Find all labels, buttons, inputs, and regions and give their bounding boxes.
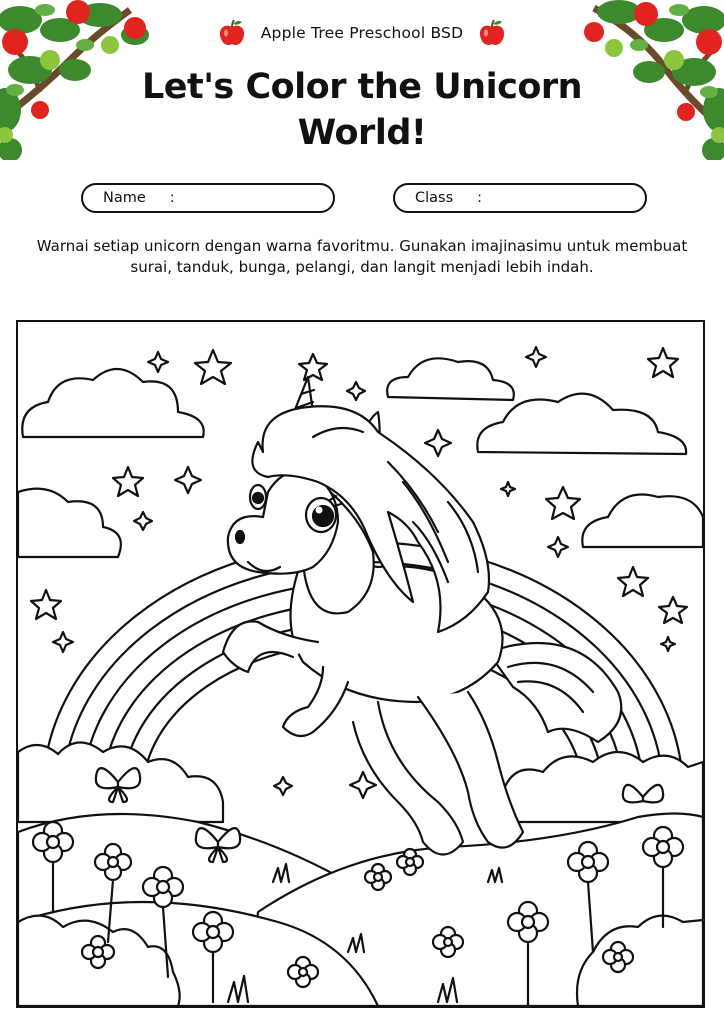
name-colon: : xyxy=(169,190,175,206)
coloring-illustration xyxy=(16,320,705,1008)
class-label: Class xyxy=(415,190,454,206)
class-colon: : xyxy=(477,190,483,206)
apple-icon xyxy=(477,18,507,48)
name-label: Name xyxy=(103,190,146,206)
instructions-text: Warnai setiap unicorn dengan warna favoritmu. Gunakan imajinasimu untuk membuat surai, tanduk, bunga, pelangi, dan langit menjadi lebih indah. xyxy=(36,237,688,276)
title-line-1: Let's Color the Unicorn xyxy=(141,67,583,107)
class-field[interactable] xyxy=(393,183,647,213)
title-line-2: World! xyxy=(297,113,427,153)
apple-icon xyxy=(217,18,247,48)
school-name: Apple Tree Preschool BSD xyxy=(260,24,464,42)
name-field[interactable] xyxy=(81,183,335,213)
worksheet-title xyxy=(0,64,724,156)
school-header xyxy=(0,18,724,48)
